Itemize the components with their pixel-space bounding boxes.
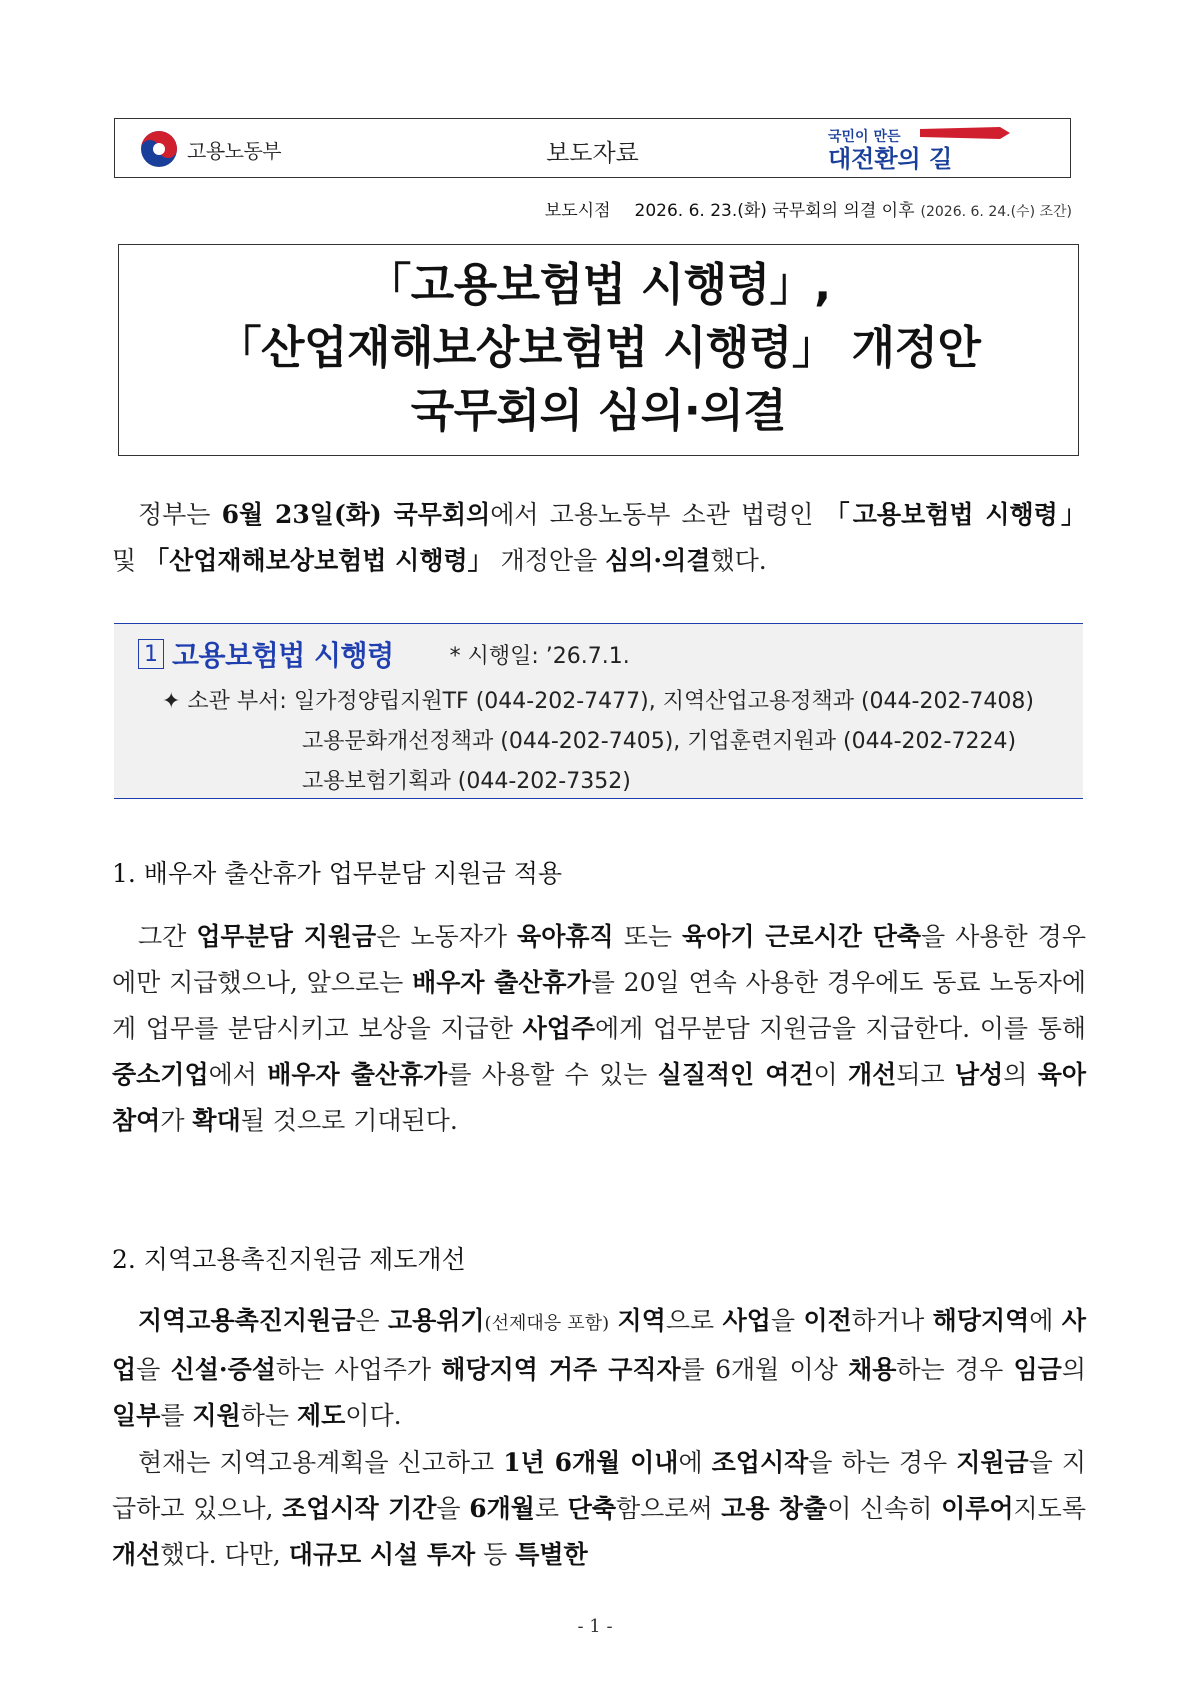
info-heading (138, 634, 630, 674)
body-text: 지도록 (1013, 1494, 1086, 1523)
section-1-heading: 1. 배우자 출산휴가 업무분담 지원금 적용 (112, 859, 562, 888)
intro-text: 에서 고용노동부 소관 법령인 (490, 500, 825, 529)
page-number: - 1 - (577, 1616, 613, 1637)
section-2-paragraph-1 (112, 1298, 1086, 1439)
body-text: 하는 경우 (896, 1355, 1014, 1384)
body-text: 의 (1003, 1060, 1038, 1089)
body-bold: 6개월 (469, 1494, 535, 1523)
body-text: 그간 (138, 922, 197, 951)
body-bold: 육아휴직 (517, 922, 614, 951)
body-bold: 사업주 (522, 1014, 596, 1043)
intro-text: 했다. (710, 546, 767, 575)
body-bold: 중소기업 (112, 1060, 209, 1089)
section-1-paragraph (112, 914, 1086, 1144)
body-bold: 이루어 (941, 1494, 1014, 1523)
body-text: 하거나 (851, 1306, 933, 1335)
slogan-main: 대전환의 길 (828, 145, 953, 173)
body-text: 를 20일 연속 사용한 경우에도 동료 노동자에게 업무를 분담시키고 보상을 지급한 (112, 968, 1086, 1043)
body-bold: 업무분담 지원금 (196, 922, 377, 951)
department-row: 고용문화개선정책과 (044-202-7405), 기업훈련지원과 (044-202-7224) (302, 729, 1017, 754)
body-text: 에게 업무분담 지원금을 지급한다. 이를 통해 (595, 1014, 1086, 1043)
body-bold: 실질적인 여건 (657, 1060, 814, 1089)
section-2-paragraph-2 (112, 1440, 1086, 1578)
intro-text: 및 (112, 546, 145, 575)
effective-date: * 시행일: ’26.7.1. (449, 643, 630, 669)
title-line-1: 「고용보험법 시행령」, (366, 258, 831, 311)
body-bold: 사업 (722, 1306, 771, 1335)
body-bold: 조업시작 기간 (282, 1494, 437, 1523)
body-text: 했다. 다만, (160, 1540, 289, 1569)
intro-bold: 「고용보험법 시행령」 (824, 500, 1087, 529)
body-text: 되고 (896, 1060, 955, 1089)
body-text: 을 (136, 1355, 171, 1384)
body-text: 으로 (665, 1306, 723, 1335)
body-text: 에서 (208, 1060, 268, 1089)
body-text: 을 지급하고 있으나, (112, 1448, 1086, 1523)
body-bold: 지원금 (956, 1448, 1029, 1477)
department-row: 고용보험기획과 (044-202-7352) (302, 769, 631, 794)
body-bold: 개선 (848, 1060, 897, 1089)
ministry-name: 고용노동부 (187, 138, 282, 163)
body-bold: 조업시작 (711, 1448, 809, 1477)
body-bold: 제도 (296, 1401, 346, 1430)
body-text: 를 6개월 이상 (680, 1355, 849, 1384)
section-number-badge: 1 (138, 639, 164, 669)
intro-bold: 6월 23일(화) 국무회의 (221, 500, 491, 529)
doc-type: 보도자료 (546, 139, 639, 167)
release-label: 보도시점 (544, 201, 611, 221)
slogan-logo-icon (824, 123, 1014, 173)
body-text: 하는 (240, 1401, 297, 1430)
body-bold: 채용 (848, 1355, 897, 1384)
intro-paragraph (112, 492, 1086, 584)
title-line-2: 「산업재해보상보험법 시행령」 개정안 (216, 321, 981, 374)
body-bold: 고용 창출 (721, 1494, 828, 1523)
body-text: 에 (1029, 1306, 1062, 1335)
intro-text: 개정안을 (492, 546, 606, 575)
title-line-3: 국무회의 심의·의결 (410, 384, 787, 437)
body-text (609, 1306, 617, 1335)
body-small: (선제대응 포함) (484, 1313, 610, 1334)
release-morning: (2026. 6. 24.(수) 조간) (920, 204, 1072, 220)
body-text: 함으로써 (615, 1494, 722, 1523)
body-text: 하는 사업주가 (275, 1355, 442, 1384)
body-bold: 해당지역 거주 구직자 (441, 1355, 681, 1384)
section-2-heading: 2. 지역고용촉진지원금 제도개선 (112, 1245, 466, 1274)
intro-bold: 「산업재해보상보험법 시행령」 (144, 546, 493, 575)
info-title: 고용보험법 시행령 (172, 639, 394, 672)
body-text: 또는 (613, 922, 683, 951)
body-text: 를 사용할 수 있는 (447, 1060, 658, 1089)
body-text: 이 신속히 (827, 1494, 942, 1523)
body-text: 에 (678, 1448, 712, 1477)
department-contacts: 일가정양립지원TF (044-202-7477), 지역산업고용정책과 (044-202-7408) (293, 689, 1034, 714)
body-bold: 특별한 (515, 1540, 588, 1569)
body-text: 을 사용한 경우에만 지급했으나, 앞으로는 (112, 922, 1086, 997)
title-box (118, 244, 1079, 456)
body-text: 은 (355, 1306, 388, 1335)
body-bold: 지원 (192, 1401, 241, 1430)
body-bold: 지역고용촉진지원금 (138, 1306, 356, 1335)
info-box (114, 623, 1083, 799)
body-bold: 사업 (112, 1306, 1086, 1384)
body-bold: 확대 (192, 1106, 241, 1135)
body-bold: 고용위기 (387, 1306, 485, 1335)
body-bold: 단축 (567, 1494, 616, 1523)
body-text: 될 것으로 기대된다. (240, 1106, 458, 1135)
body-bold: 신설·증설 (170, 1355, 276, 1384)
body-text: 등 (475, 1540, 516, 1569)
intro-text: 정부는 (138, 500, 222, 529)
body-bold: 남성 (954, 1060, 1004, 1089)
body-text: 을 (770, 1306, 804, 1335)
body-text: 은 노동자가 (376, 922, 518, 951)
body-bold: 1년 6개월 이내 (503, 1448, 679, 1477)
intro-bold: 심의·의결 (605, 546, 711, 575)
body-bold: 임금 (1013, 1355, 1062, 1384)
release-date: 2026. 6. 23.(화) 국무회의 의결 이후 (634, 201, 915, 221)
body-bold: 육아기 근로시간 단축 (682, 922, 921, 951)
body-bold: 이전 (803, 1306, 852, 1335)
release-line (545, 196, 1072, 221)
department-row (162, 682, 1034, 722)
body-bold: 육아 참여 (112, 1060, 1086, 1135)
body-bold: 지역 (617, 1306, 666, 1335)
body-text: 의 (1061, 1355, 1086, 1384)
body-text: 현재는 지역고용계획을 신고하고 (138, 1448, 504, 1477)
body-bold: 배우자 출산휴가 (412, 968, 591, 997)
department-list (162, 682, 1034, 802)
body-bold: 일부 (112, 1401, 161, 1430)
body-text: 를 (160, 1401, 193, 1430)
body-bold: 대규모 시설 투자 (288, 1540, 476, 1569)
body-text: 을 하는 경우 (808, 1448, 957, 1477)
body-text: 로 (534, 1494, 568, 1523)
slogan-top: 국민이 만든 (828, 129, 901, 145)
body-text: 이 (813, 1060, 848, 1089)
department-label: ✦ 소관 부서: (162, 689, 294, 714)
body-text: 가 (160, 1106, 193, 1135)
body-bold: 해당지역 (932, 1306, 1030, 1335)
body-bold: 배우자 출산휴가 (267, 1060, 448, 1089)
header-box (114, 118, 1071, 178)
body-text: 을 (436, 1494, 470, 1523)
body-bold: 개선 (112, 1540, 161, 1569)
body-text: 이다. (345, 1401, 402, 1430)
